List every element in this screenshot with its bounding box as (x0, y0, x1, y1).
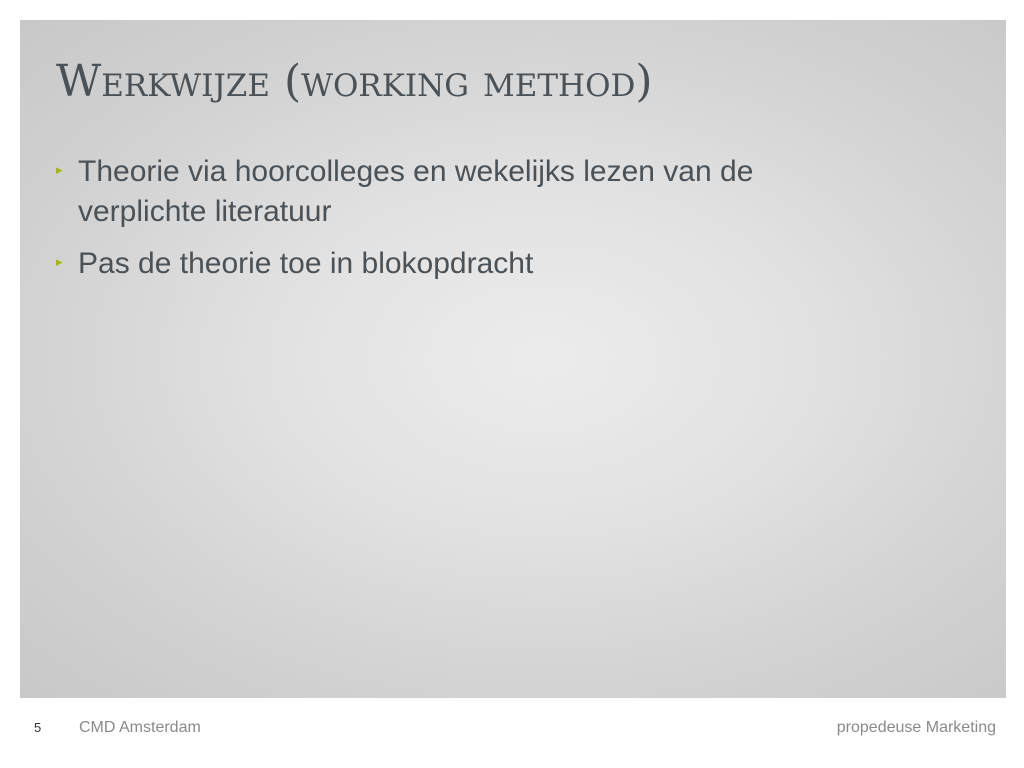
footer-organization: CMD Amsterdam (79, 719, 201, 736)
slide-title: Werkwijze (working method) (56, 56, 653, 107)
bullet-text: Theorie via hoorcolleges en wekelijks lezen van de verplichte literatuur (78, 155, 754, 228)
triangle-bullet-icon: ▸ (56, 254, 63, 269)
slide-content-panel (20, 20, 1006, 698)
bullet-item (56, 244, 876, 284)
page-number: 5 (34, 720, 42, 735)
bullet-item (56, 152, 876, 232)
footer-course: propedeuse Marketing (836, 719, 996, 736)
bullet-text: Pas de theorie toe in blokopdracht (78, 247, 534, 280)
bullet-list (56, 152, 876, 296)
triangle-bullet-icon: ▸ (56, 162, 63, 177)
